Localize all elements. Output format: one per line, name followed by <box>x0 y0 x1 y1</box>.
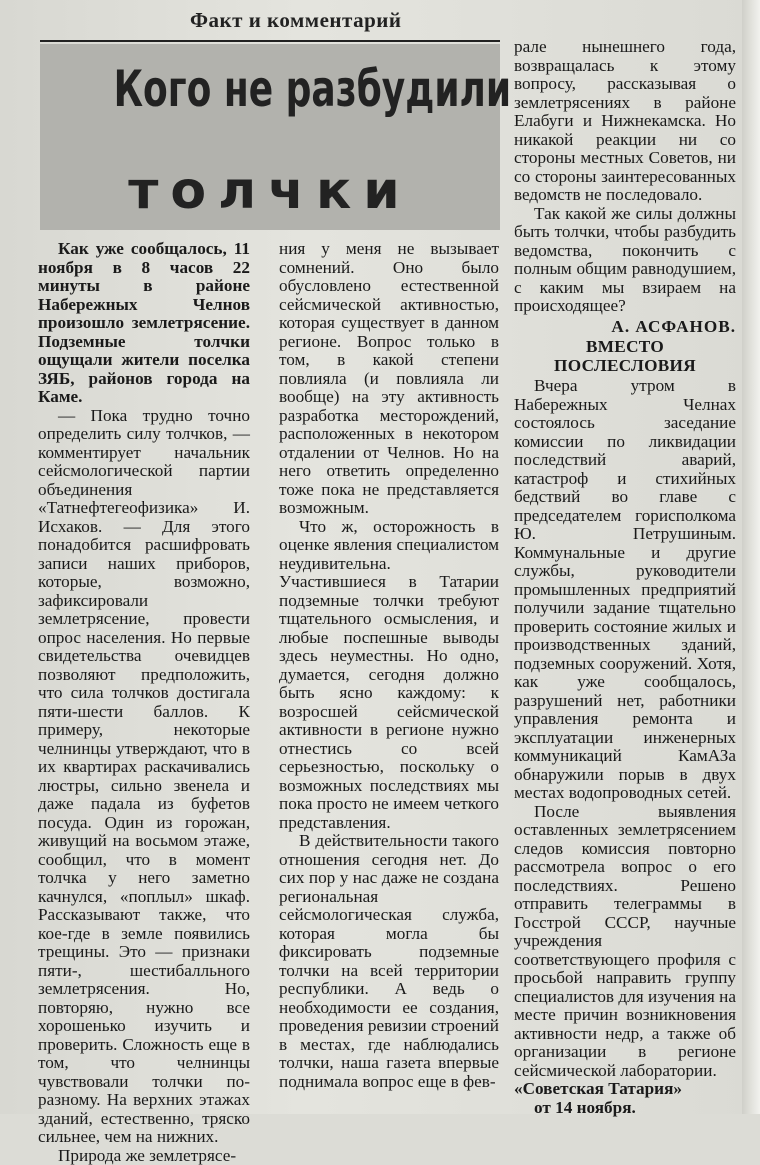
afterword-subheading: ВМЕСТО ПОСЛЕСЛОВИЯ <box>514 338 736 375</box>
column-1-paragraph-1: — Пока трудно точно определить силу толчков, — комментирует начальник сейсмологической партии объединения «Татнефтегеофизика» И. Исхаков. — Для этого понадобится расшифровать записи наших приборов, которые, возможно, зафиксировали землетрясение, провести опрос населения. Но первые свидетельства очевидцев позволяют предположить, что сила толчков достигала пяти-шести баллов. К примеру, некоторые челнинцы утверждают, что в их квартирах раскачивались люстры, сильно звенела и даже падала из буфетов посуда. Один из горожан, живущий на восьмом этаже, сообщил, что в момент толчка у него заметно качнулся, «поплыл» шкаф. Рассказывают также, что кое-где в земле появились трещины. Это — признаки пяти-, шестибалльного землетрясения. Но, повторяю, нужно все хорошенько изучить и проверить. Сложность еще в том, что челнинцы чувствовали толчки по-разному. На верхних этажах зданий, естественно, тряско сильнее, чем на нижних. <box>38 407 250 1147</box>
column-3-paragraph-4: После выявления оставленных землетрясением следов комиссия повторно рассмотрела вопрос о его последствиях. Решено отправить телеграммы в Госстрой СССР, научные учреждения соответствующего профиля с просьбой направить группу специалистов для изучения на месте причин возникновения активности недр, а также об организации в регионе сейсмической лаборатории. <box>514 803 736 1081</box>
source-credit-line-1: «Советская Татария» <box>514 1080 736 1099</box>
column-3-paragraph-1: рале нынешнего года, возвращалась к этому вопросу, рассказывая о землетрясениях в районе Елабуги и Нижнекамска. Но никакой реакции ни со стороны местных Советов, ни со стороны заинтересованных ведомств не последовало. <box>514 38 736 205</box>
headline-box <box>40 44 500 230</box>
rubric-bar <box>40 0 500 42</box>
column-2-paragraph-3: В действительности такого отношения сегодня нет. До сих пор у нас даже не создана региональная сейсмологическая служба, которая могла бы фиксировать подземные толчки на всей территории республики. А ведь о необходимости ее создания, проведения ревизии строений в местах, где наблюдались толчки, наша газета впервые поднимала вопрос еще в фев- <box>279 832 499 1091</box>
column-3 <box>514 38 736 1117</box>
column-1 <box>38 240 250 1165</box>
page-edge <box>742 0 760 1114</box>
column-3-paragraph-2: Так какой же силы должны быть толчки, чтобы разбудить ведомства, покончить с полным общим равнодушием, с каким мы взираем на происходящее? <box>514 205 736 316</box>
rubric-title: Факт и комментарий <box>190 8 401 33</box>
column-1-paragraph-2: Природа же землетрясе- <box>38 1147 250 1165</box>
author-signature: А. АСФАНОВ. <box>514 318 736 337</box>
column-3-paragraph-3: Вчера утром в Набережных Челнах состоялось заседание комиссии по ликвидации последствий аварий, катастроф и стихийных бедствий во главе с председателем горисполкома Ю. Петрушиным. Коммунальные и другие службы, руководители промышленных предприятий получили задание тщательно проверить состояние жилых и производственных зданий, подземных сооружений. Хотя, как уже сообщалось, разрушений нет, работники управления ремонта и эксплуатации инженерных коммуникаций КамАЗа обнаружили порыв в двух местах водопроводных сетей. <box>514 377 736 803</box>
headline-line-2: толчки <box>40 156 500 226</box>
column-2 <box>279 240 499 1091</box>
source-credit-line-2: от 14 ноября. <box>514 1099 736 1118</box>
column-2-paragraph-2: Что ж, осторожность в оценке явления специалистом неудивительна. Участившиеся в Татарии подземные толчки требуют тщательного осмысления, и любые поспешные выводы здесь неуместны. Но одно, думается, сегодня должно быть ясно каждому: к возросшей сейсмической активности в регионе нужно отнестись со всей серьезностью, поскольку о возможных последствиях мы пока просто не имеем четкого представления. <box>279 518 499 833</box>
headline-line-1: Кого не разбудили <box>114 54 431 124</box>
column-2-paragraph-1: ния у меня не вызывает сомнений. Оно было обусловлено естественной сейсмической активностью, которая существует в данном регионе. Вопрос только в том, в какой степени повлияла (и повлияла ли вообще) на эту активность разработка месторождений, расположенных в некотором отдалении от Челнов. Но на него ответить определенно тоже пока не представляется возможным. <box>279 240 499 518</box>
lead-paragraph: Как уже сообщалось, 11 ноября в 8 часов 22 минуты в районе Набережных Челнов произошло землетрясение. Подземные толчки ощущали жители поселка ЗЯБ, районов города на Каме. <box>38 240 250 407</box>
